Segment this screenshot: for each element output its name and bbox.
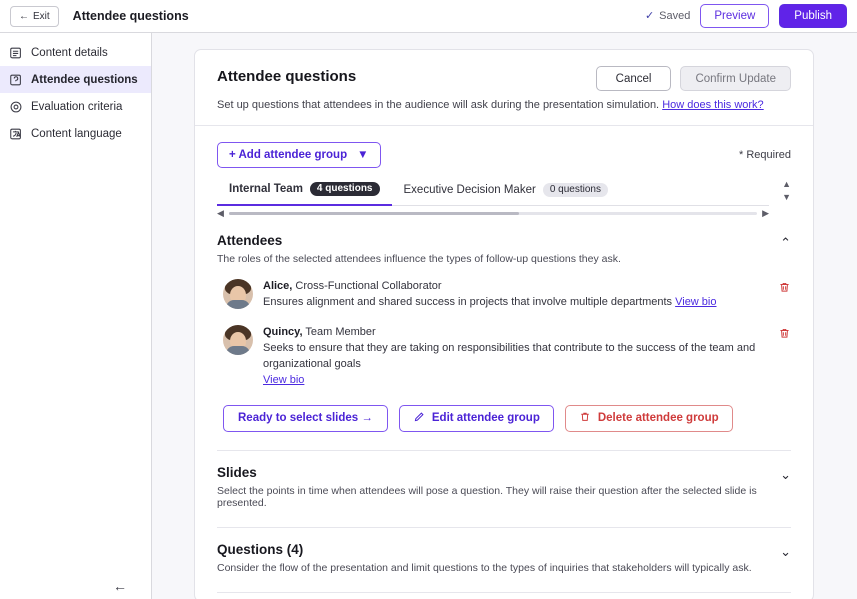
save-status <box>645 10 690 22</box>
scroll-left-icon[interactable]: ◀ <box>217 208 224 218</box>
section-description: Select the points in time when attendees will pose a question. They will raise their question after the selected slide is presented. <box>217 484 757 509</box>
section-questions-header[interactable] <box>217 542 791 574</box>
back-arrow-icon: ← <box>19 10 29 22</box>
tab-label: Executive Decision Maker <box>403 184 536 196</box>
add-attendee-group-button[interactable] <box>217 142 381 168</box>
target-icon <box>9 100 23 114</box>
attendee-details <box>263 325 768 389</box>
chevron-up-icon[interactable]: ⌃ <box>780 235 791 250</box>
section-description: Consider the flow of the presentation and limit questions to the types of inquiries that stakeholders will typically ask. <box>217 561 752 574</box>
chevron-down-icon[interactable]: ⌄ <box>780 466 791 482</box>
trash-icon[interactable] <box>778 325 791 343</box>
sidebar-item-label: Content language <box>31 127 122 140</box>
attendee-questions-card <box>194 49 814 599</box>
section-questions <box>217 528 791 593</box>
card-subtitle-text: Set up questions that attendees in the audience will ask during the presentation simulation. <box>217 99 660 111</box>
chevron-down-icon[interactable]: ⌄ <box>780 543 791 559</box>
view-bio-link[interactable]: View bio <box>263 373 305 386</box>
how-does-this-work-link[interactable]: How does this work? <box>662 99 764 111</box>
delete-attendee-group-button[interactable] <box>565 405 733 432</box>
section-title: Slides <box>217 464 257 480</box>
attendee-role: Cross-Functional Collaborator <box>295 280 442 292</box>
tab-internal-team[interactable] <box>217 182 392 206</box>
card-title: Attendee questions <box>217 68 357 85</box>
section-slides <box>217 451 791 528</box>
sidebar-item-content-details[interactable] <box>0 39 151 66</box>
avatar <box>223 279 253 309</box>
delete-attendee-group-label: Delete attendee group <box>597 412 719 425</box>
publish-button[interactable]: Publish <box>779 4 847 28</box>
scrollbar-track[interactable] <box>229 212 757 215</box>
top-bar-actions <box>645 4 847 28</box>
sidebar-item-label: Attendee questions <box>31 73 138 86</box>
document-icon <box>9 46 23 60</box>
sidebar-item-label: Evaluation criteria <box>31 100 123 113</box>
sidebar-item-label: Content details <box>31 46 108 59</box>
tab-executive-decision-maker[interactable] <box>392 183 620 205</box>
tab-badge: 4 questions <box>310 182 380 196</box>
add-attendee-group-label: + Add attendee group <box>229 149 348 161</box>
sidebar-item-evaluation-criteria[interactable] <box>0 93 151 120</box>
required-note: * Required <box>739 149 791 161</box>
add-group-row <box>217 142 791 168</box>
section-divider <box>217 592 791 593</box>
app-body <box>0 33 857 599</box>
attendee-group-actions <box>217 405 791 432</box>
tab-label: Internal Team <box>229 183 303 195</box>
attendee-name: Alice, <box>263 280 293 292</box>
confirm-update-button[interactable]: Confirm Update <box>680 66 791 91</box>
section-slides-header[interactable] <box>217 465 791 509</box>
ready-to-select-slides-button[interactable]: Ready to select slides → <box>223 405 388 432</box>
attendee-row <box>217 279 791 311</box>
preview-button[interactable]: Preview <box>700 4 769 28</box>
attendee-description: Ensures alignment and shared success in projects that involve multiple departments <box>263 295 673 308</box>
tab-list <box>217 182 769 206</box>
attendee-role: Team Member <box>305 325 376 338</box>
chevron-down-icon: ▼ <box>357 149 369 161</box>
section-attendees <box>217 219 791 451</box>
language-icon <box>9 127 23 141</box>
page-title: Attendee questions <box>72 9 189 23</box>
tab-badge: 0 questions <box>543 183 608 197</box>
sidebar-item-attendee-questions[interactable] <box>0 66 151 93</box>
card-header-actions <box>596 66 791 91</box>
attendee-details <box>263 279 768 311</box>
attendee-description: Seeks to ensure that they are taking on responsibilities that contribute to the success of the team and organizational goals <box>263 341 756 370</box>
attendee-group-tabs <box>217 179 791 206</box>
scroll-down-icon[interactable]: ▼ <box>782 192 791 202</box>
edit-attendee-group-label: Edit attendee group <box>431 412 540 425</box>
top-bar <box>0 0 857 33</box>
sidebar <box>0 33 152 599</box>
attendee-row <box>217 325 791 389</box>
cancel-button[interactable]: Cancel <box>596 66 672 91</box>
avatar <box>223 325 253 355</box>
card-subtitle <box>217 99 791 111</box>
section-attendees-header[interactable] <box>217 233 791 265</box>
view-bio-link[interactable]: View bio <box>675 295 717 308</box>
trash-icon <box>579 411 591 426</box>
edit-attendee-group-button[interactable] <box>399 405 554 432</box>
check-icon: ✓ <box>644 9 655 22</box>
question-card-icon <box>9 73 23 87</box>
collapse-left-arrow-icon[interactable]: ← <box>113 578 127 594</box>
tabs-horizontal-scrollbar[interactable] <box>217 208 791 219</box>
scrollbar-thumb[interactable] <box>229 212 519 215</box>
scroll-up-icon[interactable]: ▲ <box>782 179 791 189</box>
section-title: Attendees <box>217 233 283 248</box>
main-content <box>152 33 857 599</box>
attendee-name: Quincy, <box>263 325 303 338</box>
section-title: Questions (4) <box>217 541 304 557</box>
trash-icon[interactable] <box>778 279 791 297</box>
pencil-icon <box>413 411 425 426</box>
scroll-right-icon[interactable]: ▶ <box>762 208 769 218</box>
exit-label: Exit <box>33 10 50 22</box>
sidebar-item-content-language[interactable] <box>0 120 151 147</box>
saved-label: Saved <box>659 10 691 22</box>
exit-button[interactable] <box>10 6 59 27</box>
section-description: The roles of the selected attendees influence the types of follow-up questions they ask. <box>217 253 621 265</box>
header-divider <box>195 125 813 126</box>
card-header <box>217 66 791 91</box>
